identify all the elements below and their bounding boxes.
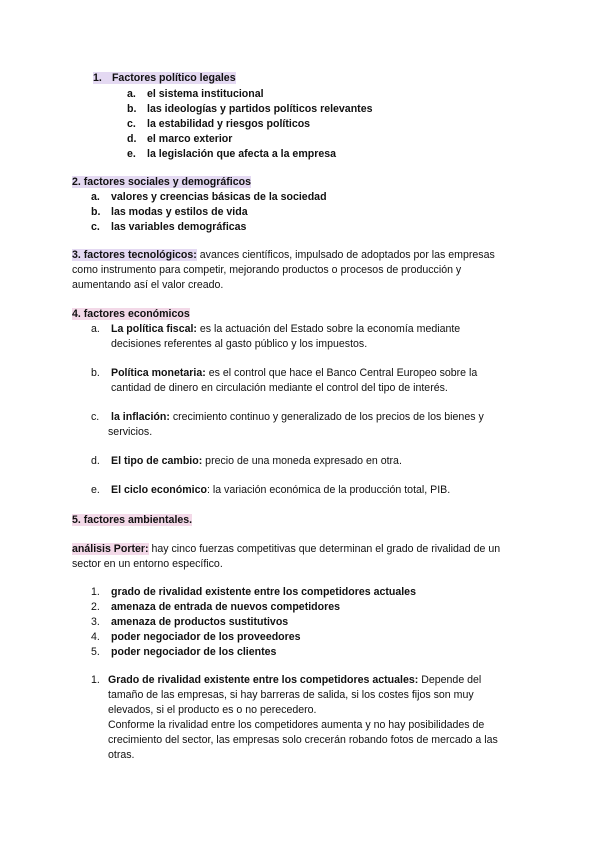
paragraph-line: sector en un entorno específico. <box>72 558 223 570</box>
list-item: c. las variables demográficas <box>91 221 247 233</box>
list-item: 2. amenaza de entrada de nuevos competidores <box>91 601 341 613</box>
list-item: b. Política monetaria: es el control que hace el Banco Central Europeo sobre la <box>91 367 478 379</box>
list-item: a. el sistema institucional <box>127 88 264 100</box>
section-4-heading: 4. factores económicos <box>72 308 190 320</box>
list-item: 3. amenaza de productos sustitutivos <box>91 616 289 628</box>
list-item-continuation: otras. <box>108 749 135 761</box>
list-item: c. la estabilidad y riesgos políticos <box>127 118 311 130</box>
porter-heading: análisis Porter: <box>72 543 149 555</box>
section-1-heading: 1. Factores político legales <box>93 72 236 84</box>
list-item: a. valores y creencias básicas de la sociedad <box>91 191 327 203</box>
list-item-continuation: tamaño de las empresas, si hay barreras de salida, si los costes fijos son muy <box>108 689 474 701</box>
list-item: b. las ideologías y partidos políticos relevantes <box>127 103 373 115</box>
list-item-continuation: Conforme la rivalidad entre los competidores aumenta y no hay posibilidades de <box>108 719 485 731</box>
section-3-heading: 3. factores tecnológicos: <box>72 249 197 261</box>
list-item-continuation: decisiones referentes al gasto público y los impuestos. <box>111 338 368 350</box>
list-item-continuation: crecimiento del sector, las empresas solo crecerán robando fotos de mercado a las <box>108 734 498 746</box>
list-item: a. La política fiscal: es la actuación del Estado sobre la economía mediante <box>91 323 461 335</box>
paragraph-line: 3. factores tecnológicos: avances científicos, impulsado de adoptados por las empresas <box>72 249 495 261</box>
list-item: b. las modas y estilos de vida <box>91 206 248 218</box>
list-item: c. la inflación: crecimiento continuo y generalizado de los precios de los bienes y <box>91 411 484 423</box>
list-item: 5. poder negociador de los clientes <box>91 646 277 658</box>
list-item: 1. Grado de rivalidad existente entre los competidores actuales: Depende del <box>91 674 482 686</box>
list-item: d. el marco exterior <box>127 133 233 145</box>
list-item: 1. grado de rivalidad existente entre los competidores actuales <box>91 586 416 598</box>
list-item-continuation: servicios. <box>108 426 153 438</box>
list-item: e. la legislación que afecta a la empresa <box>127 148 337 160</box>
section-5-heading: 5. factores ambientales. <box>72 514 193 526</box>
paragraph-line: análisis Porter: hay cinco fuerzas competitivas que determinan el grado de rivalidad de un <box>72 543 501 555</box>
section-2-heading: 2. factores sociales y demográficos <box>72 176 251 188</box>
list-item: e. El ciclo económico: la variación económica de la producción total, PIB. <box>91 484 451 496</box>
list-item-continuation: cantidad de dinero en circulación mediante el control del tipo de interés. <box>111 382 448 394</box>
paragraph-line: aumentando así el valor creado. <box>72 279 224 291</box>
list-item: d. El tipo de cambio: precio de una moneda expresado en otra. <box>91 455 402 467</box>
paragraph-line: como instrumento para competir, mejorando productos o procesos de producción y <box>72 264 462 276</box>
list-item: 4. poder negociador de los proveedores <box>91 631 301 643</box>
list-item-continuation: elevados, si el producto es o no perecedero. <box>108 704 317 716</box>
